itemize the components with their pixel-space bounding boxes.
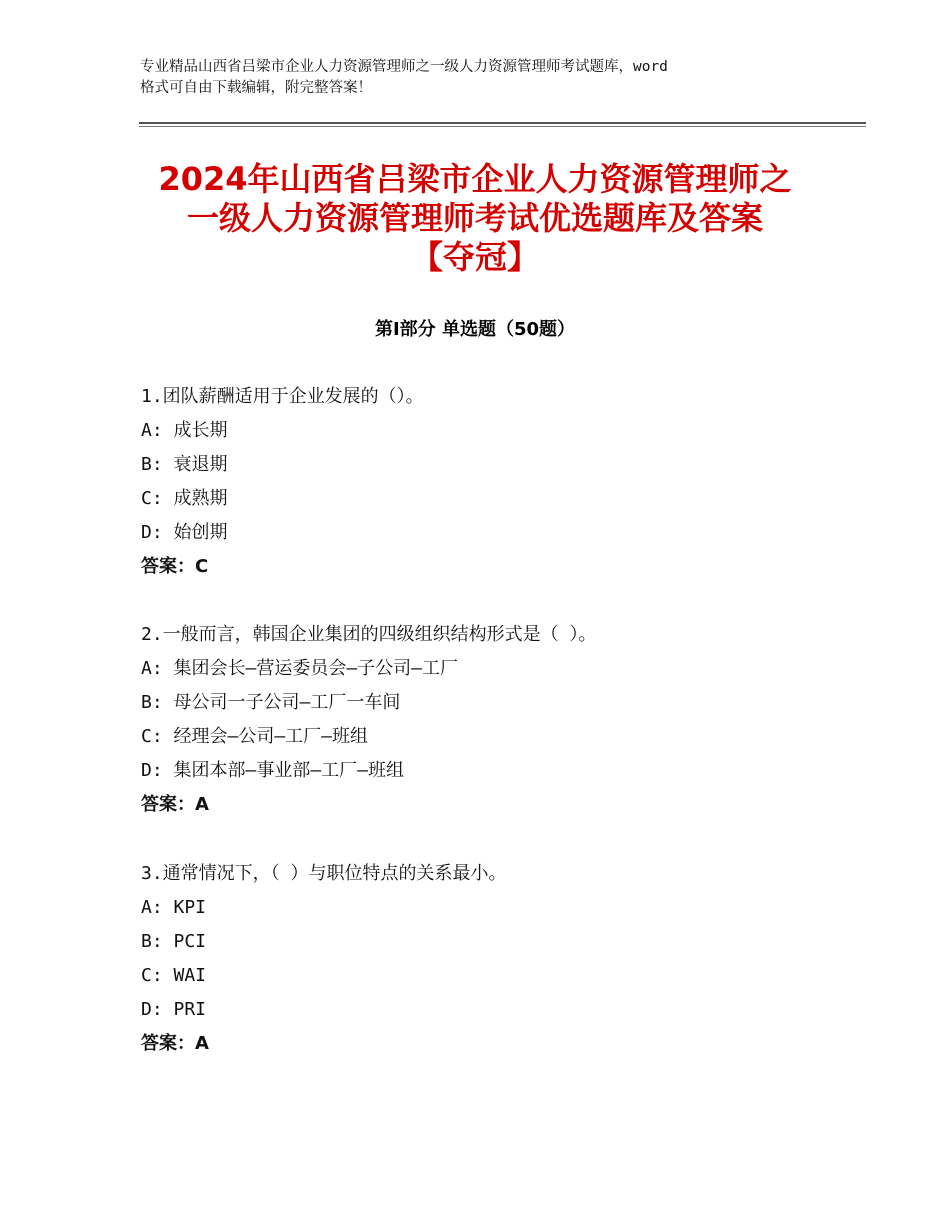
section-heading: 第Ⅰ部分 单选题（50题） xyxy=(374,319,575,340)
option-a: A: 成长期 xyxy=(141,420,228,441)
title-line-2: 一级人力资源管理师考试优选题库及答案 xyxy=(186,199,763,237)
question-stem: 3.通常情况下，（ ）与职位特点的关系最小。 xyxy=(141,863,507,884)
option-a: A: 集团会长—营运委员会—子公司—工厂 xyxy=(141,658,459,679)
answer-label: 答案：C xyxy=(141,556,209,577)
option-d: D: PRI xyxy=(141,999,207,1020)
answer-label: 答案：A xyxy=(141,794,209,815)
question-3 xyxy=(141,857,861,1061)
option-b: B: 衰退期 xyxy=(141,454,228,475)
title-line-3: 【夺冠】 xyxy=(410,238,539,276)
header-note-line-2: 格式可自由下载编辑，附完整答案！ xyxy=(140,80,372,96)
option-d: D: 集团本部—事业部—工厂—班组 xyxy=(141,760,405,781)
question-stem: 1.团队薪酬适用于企业发展的（）。 xyxy=(141,386,424,407)
header-divider-thick xyxy=(139,122,866,124)
option-d: D: 始创期 xyxy=(141,522,228,543)
header-divider-thin xyxy=(139,126,866,127)
option-c: C: 经理会—公司—工厂—班组 xyxy=(141,726,369,747)
question-2 xyxy=(141,618,861,822)
header-note xyxy=(140,57,840,99)
option-c: C: WAI xyxy=(141,965,207,986)
document-title xyxy=(60,160,890,277)
answer-label: 答案：A xyxy=(141,1033,209,1054)
question-stem: 2.一般而言，韩国企业集团的四级组织结构形式是（ ）。 xyxy=(141,624,597,645)
option-a: A: KPI xyxy=(141,897,207,918)
header-note-line-1: 专业精品山西省吕梁市企业人力资源管理师之一级人力资源管理师考试题库，word xyxy=(140,59,668,75)
option-b: B: PCI xyxy=(141,931,207,952)
title-line-1: 2024年山西省吕梁市企业人力资源管理师之 xyxy=(158,160,792,198)
question-1 xyxy=(141,380,861,584)
option-b: B: 母公司一子公司—工厂一车间 xyxy=(141,692,401,713)
option-c: C: 成熟期 xyxy=(141,488,228,509)
